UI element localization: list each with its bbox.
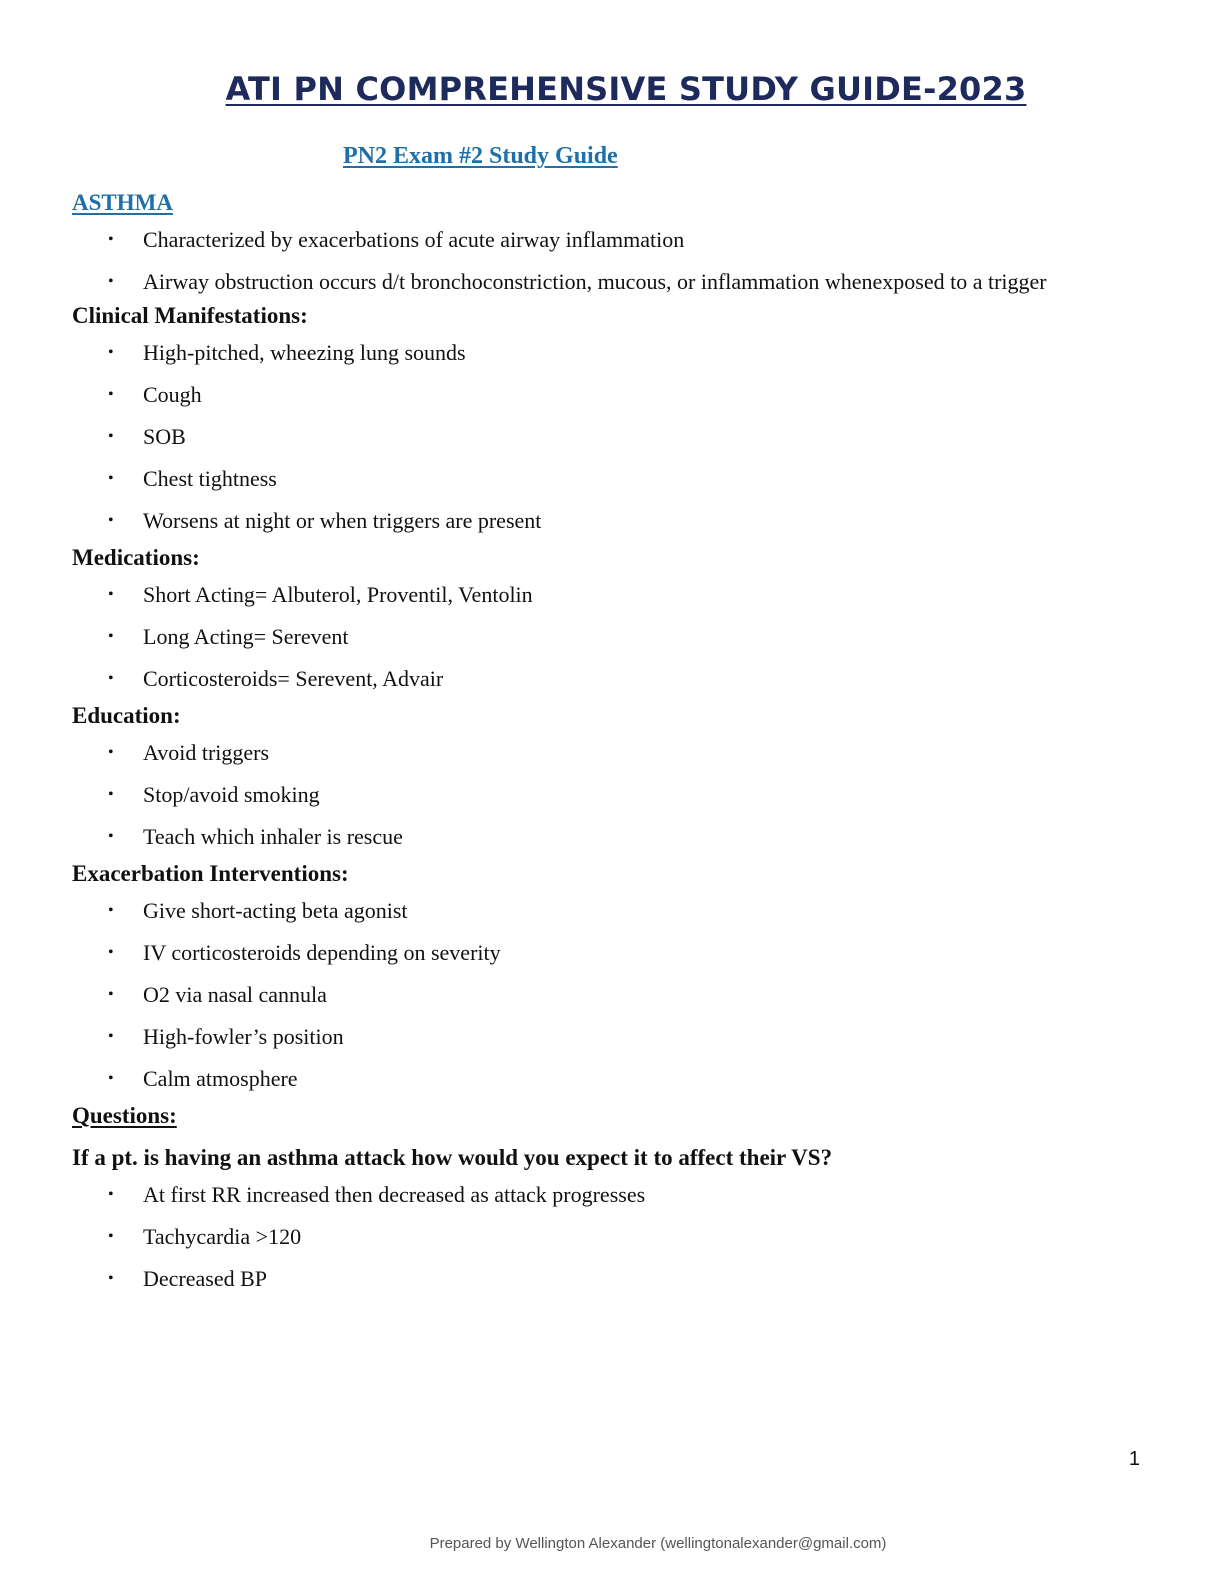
bullet-list xyxy=(72,574,1132,700)
section-exacerbation-interventions xyxy=(72,858,1132,1100)
list-item-text: Give short-acting beta agonist xyxy=(143,898,408,923)
document-title: ATI PN COMPREHENSIVE STUDY GUIDE-2023 xyxy=(225,70,1027,108)
section-clinical-manifestations xyxy=(72,300,1132,542)
section-heading: Questions: xyxy=(72,1103,177,1128)
list-item xyxy=(72,1258,1132,1300)
list-item-text: Chest tightness xyxy=(143,466,277,491)
list-item xyxy=(72,332,1132,374)
bullet-icon: • xyxy=(108,944,114,961)
list-item-text: Worsens at night or when triggers are present xyxy=(143,508,542,533)
bullet-icon: • xyxy=(108,670,114,687)
list-item-text: Tachycardia >120 xyxy=(143,1224,302,1249)
list-item-text: High-fowler’s position xyxy=(143,1024,344,1049)
bullet-list xyxy=(72,332,1132,542)
bullet-icon: • xyxy=(108,1270,114,1287)
list-item xyxy=(72,416,1132,458)
section-heading: ASTHMA xyxy=(72,190,173,215)
section-questions xyxy=(72,1100,1132,1300)
page-number: 1 xyxy=(1128,1448,1140,1470)
bullet-icon: • xyxy=(108,512,114,529)
list-item xyxy=(72,1016,1132,1058)
list-item xyxy=(72,261,1132,302)
list-item-text: At first RR increased then decreased as attack progresses xyxy=(143,1182,646,1207)
section-education xyxy=(72,700,1132,858)
list-item xyxy=(72,774,1132,816)
bullet-icon: • xyxy=(108,986,114,1003)
page-footer: Prepared by Wellington Alexander (wellingtonalexander@gmail.com) xyxy=(429,1535,887,1552)
list-item xyxy=(72,1058,1132,1100)
bullet-icon: • xyxy=(108,786,114,803)
bullet-list xyxy=(72,890,1132,1100)
bullet-icon: • xyxy=(108,1228,114,1245)
list-item-text: Airway obstruction occurs d/t bronchoconstriction, mucous, or inflammation whenexposed to a trigger xyxy=(143,269,1047,294)
list-item xyxy=(72,816,1132,858)
list-item xyxy=(72,1216,1132,1258)
list-item-text: Avoid triggers xyxy=(143,740,270,765)
list-item xyxy=(72,658,1132,700)
list-item xyxy=(72,732,1132,774)
bullet-icon: • xyxy=(108,428,114,445)
list-item xyxy=(72,458,1132,500)
section-heading: Education: xyxy=(72,703,181,728)
bullet-icon: • xyxy=(108,828,114,845)
bullet-icon: • xyxy=(108,344,114,361)
bullet-icon: • xyxy=(108,386,114,403)
list-item xyxy=(72,1174,1132,1216)
list-item-text: Corticosteroids= Serevent, Advair xyxy=(143,666,444,691)
bullet-icon: • xyxy=(108,628,114,645)
list-item xyxy=(72,616,1132,658)
bullet-icon: • xyxy=(108,1186,114,1203)
list-item-text: Long Acting= Serevent xyxy=(143,624,349,649)
section-medications xyxy=(72,542,1132,700)
section-heading: Medications: xyxy=(72,545,200,570)
list-item-text: High-pitched, wheezing lung sounds xyxy=(143,340,466,365)
list-item-text: Characterized by exacerbations of acute airway inflammation xyxy=(143,227,685,252)
section-heading: Exacerbation Interventions: xyxy=(72,861,349,886)
document-subtitle: PN2 Exam #2 Study Guide xyxy=(343,143,618,169)
document-body xyxy=(72,187,1132,1300)
section-heading: Clinical Manifestations: xyxy=(72,303,308,328)
list-item-text: Teach which inhaler is rescue xyxy=(143,824,403,849)
list-item xyxy=(72,374,1132,416)
bullet-icon: • xyxy=(108,231,114,248)
bullet-icon: • xyxy=(108,1028,114,1045)
list-item-text: Cough xyxy=(143,382,202,407)
list-item-text: SOB xyxy=(143,424,186,449)
list-item xyxy=(72,219,1132,261)
bullet-list xyxy=(72,1174,1132,1300)
bullet-icon: • xyxy=(108,586,114,603)
bullet-icon: • xyxy=(108,902,114,919)
list-item xyxy=(72,932,1132,974)
bullet-list xyxy=(72,732,1132,858)
list-item xyxy=(72,500,1132,542)
list-item-text: IV corticosteroids depending on severity xyxy=(143,940,501,965)
bullet-icon: • xyxy=(108,1070,114,1087)
section-asthma xyxy=(72,187,1132,302)
list-item-text: Short Acting= Albuterol, Proventil, Ventolin xyxy=(143,582,533,607)
bullet-icon: • xyxy=(108,273,114,290)
list-item-text: Decreased BP xyxy=(143,1266,268,1291)
list-item xyxy=(72,574,1132,616)
bullet-icon: • xyxy=(108,470,114,487)
question-text: If a pt. is having an asthma attack how would you expect it to affect their VS? xyxy=(72,1145,833,1170)
list-item xyxy=(72,974,1132,1016)
list-item-text: Stop/avoid smoking xyxy=(143,782,320,807)
list-item-text: O2 via nasal cannula xyxy=(143,982,327,1007)
bullet-list xyxy=(72,219,1132,302)
list-item-text: Calm atmosphere xyxy=(143,1066,298,1091)
bullet-icon: • xyxy=(108,744,114,761)
list-item xyxy=(72,890,1132,932)
